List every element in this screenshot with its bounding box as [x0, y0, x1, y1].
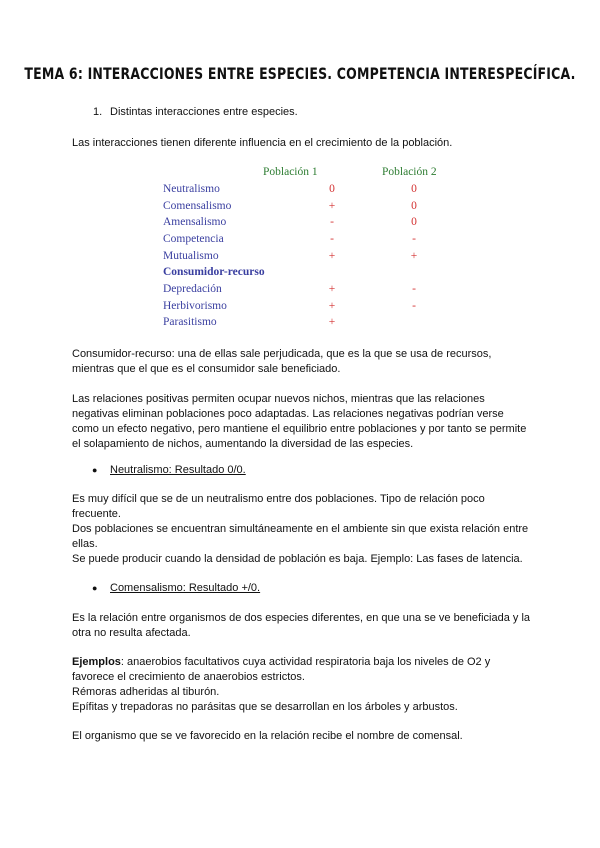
- bullet-text: Neutralismo: Resultado 0/0.: [110, 464, 246, 476]
- relaciones-paragraph: Las relaciones positivas permiten ocupar nuevos nichos, mientras que las relaciones negativas eliminan poblaciones poco adaptadas. Las relaciones negativas podrían verse como un efecto negativo, pero mantiene el equilibrio entre poblaciones y por tanto se permite el solapamiento de nichos, aumentando la diversidad de las especies.: [72, 393, 527, 450]
- table-row: [160, 200, 460, 216]
- interaction-name: Parasitismo: [163, 316, 217, 328]
- value-poblacion-1: +: [328, 283, 336, 295]
- value-poblacion-2: -: [412, 233, 416, 245]
- table-row: [160, 266, 460, 282]
- section-text: Distintas interacciones entre especies.: [110, 106, 298, 118]
- bullet-comensalismo: [92, 582, 260, 594]
- interaction-name: Mutualismo: [163, 250, 219, 262]
- table-row: [160, 233, 460, 249]
- value-poblacion-2: 0: [411, 216, 417, 228]
- table-row: [160, 283, 460, 299]
- neutralismo-line: Se puede producir cuando la densidad de población es baja. Ejemplo: Las fases de latencia.: [72, 553, 523, 565]
- bullet-text: Comensalismo: Resultado +/0.: [110, 582, 261, 594]
- ejemplos-text: : anaerobios facultativos cuya actividad respiratoria baja los niveles de O2 y favorece el crecimiento de anaerobios estrictos.: [72, 656, 491, 683]
- interaction-group-name: Consumidor-recurso: [163, 266, 265, 278]
- value-poblacion-1: +: [328, 300, 336, 312]
- ejemplos-label: Ejemplos: [72, 656, 121, 668]
- value-poblacion-2: -: [412, 300, 416, 312]
- interaction-name: Comensalismo: [163, 200, 232, 212]
- value-poblacion-1: +: [328, 200, 336, 212]
- comensalismo-definition: Es la relación entre organismos de dos especies diferentes, en que una se ve beneficiada y la otra no resulta afectada.: [72, 612, 531, 639]
- ejemplos-paragraph: [72, 655, 532, 685]
- page-title: TEMA 6: INTERACCIONES ENTRE ESPECIES. COMPETENCIA INTERESPECÍFICA.: [24, 64, 576, 83]
- ejemplo-line: Epífitas y trepadoras no parásitas que se desarrollan en los árboles y arbustos.: [72, 701, 458, 713]
- neutralismo-line: Es muy difícil que se de un neutralismo entre dos poblaciones. Tipo de relación poco frecuente.: [72, 493, 485, 520]
- bullet-icon: ●: [92, 465, 98, 475]
- table-row: [160, 300, 460, 316]
- value-poblacion-1: -: [330, 233, 334, 245]
- value-poblacion-1: +: [328, 316, 336, 328]
- interaction-name: Amensalismo: [163, 216, 227, 228]
- value-poblacion-2: 0: [411, 183, 417, 195]
- table-header-poblacion-2: Población 2: [382, 166, 437, 178]
- interaction-name: Herbivorismo: [163, 300, 227, 312]
- table-row: [160, 183, 460, 199]
- value-poblacion-2: -: [412, 283, 416, 295]
- value-poblacion-1: -: [330, 216, 334, 228]
- value-poblacion-2: 0: [411, 200, 417, 212]
- interaction-name: Depredación: [163, 283, 222, 295]
- table-header-poblacion-1: Población 1: [263, 166, 318, 178]
- bullet-neutralismo: [92, 464, 246, 476]
- intro-paragraph: Las interacciones tienen diferente influencia en el crecimiento de la población.: [72, 137, 453, 149]
- value-poblacion-1: +: [328, 250, 336, 262]
- neutralismo-line: Dos poblaciones se encuentran simultáneamente en el ambiente sin que exista relación entre ellas.: [72, 523, 529, 550]
- section-number: 1.: [93, 106, 103, 118]
- value-poblacion-1: 0: [329, 183, 335, 195]
- bullet-icon: ●: [92, 583, 98, 593]
- consumidor-paragraph: Consumidor-recurso: una de ellas sale perjudicada, que es la que se usa de recursos, mientras que el que es el consumidor sale beneficiado.: [72, 348, 492, 375]
- table-row: [160, 216, 460, 232]
- interaction-name: Neutralismo: [163, 183, 220, 195]
- value-poblacion-2: +: [410, 250, 418, 262]
- comensal-paragraph: El organismo que se ve favorecido en la relación recibe el nombre de comensal.: [72, 730, 463, 742]
- table-row: [160, 250, 460, 266]
- ejemplo-line: Rémoras adheridas al tiburón.: [72, 686, 220, 698]
- section-heading: [93, 106, 298, 118]
- table-row: [160, 316, 460, 332]
- interaction-name: Competencia: [163, 233, 224, 245]
